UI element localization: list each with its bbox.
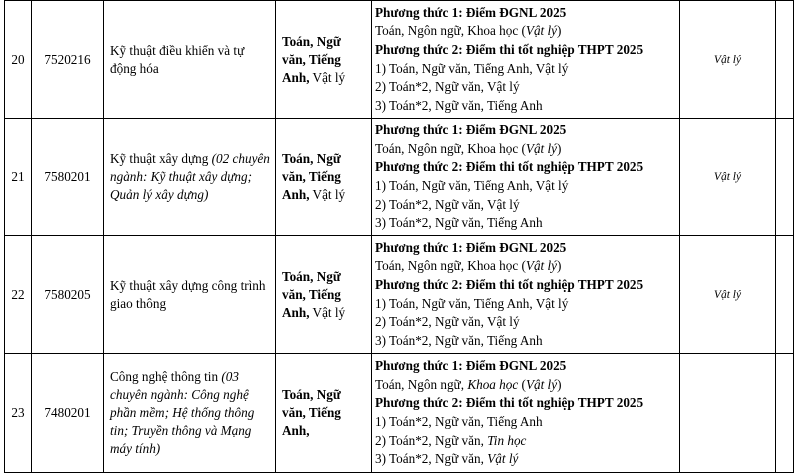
method-2-option-3: 3) Toán*2, Ngữ văn, Vật lý (375, 451, 519, 467)
method-1-title: Phương thức 1: Điểm ĐGNL 2025 (375, 239, 567, 255)
method-2-title: Phương thức 2: Điểm thi tốt nghiệp THPT 2025 (375, 41, 644, 57)
method-1-title: Phương thức 1: Điểm ĐGNL 2025 (375, 122, 567, 138)
method-2-option-1: 1) Toán, Ngữ văn, Tiếng Anh, Vật lý (375, 60, 569, 76)
subjects-normal: Vật lý (309, 187, 346, 202)
method-2-title: Phương thức 2: Điểm thi tốt nghiệp THPT 2025 (375, 159, 644, 175)
subjects-cell (276, 119, 372, 236)
priority-subject: Vật lý (680, 236, 776, 354)
subjects-cell (276, 1, 372, 119)
major-name-cell (104, 1, 276, 119)
method-1-combo: Toán, Ngôn ngữ, Khoa học (Vật lý) (375, 23, 562, 39)
major-name-cell (104, 119, 276, 236)
priority-subject: Vật lý (680, 1, 776, 119)
method-2-option-2: 2) Toán*2, Ngữ văn, Vật lý (375, 196, 520, 212)
row-number: 20 (5, 1, 32, 119)
major-name: Kỹ thuật xây dựng (110, 151, 209, 166)
method-1-combo: Toán, Ngôn ngữ, Khoa học (Vật lý) (375, 376, 562, 392)
extra-cell (776, 236, 794, 354)
method-1-combo: Toán, Ngôn ngữ, Khoa học (Vật lý) (375, 140, 562, 156)
method-2-option-3: 3) Toán*2, Ngữ văn, Tiếng Anh (375, 332, 543, 348)
method-2-option-2: 2) Toán*2, Ngữ văn, Tin học (375, 432, 527, 448)
table-row (5, 119, 794, 236)
method-1-title: Phương thức 1: Điểm ĐGNL 2025 (375, 4, 567, 20)
extra-cell (776, 119, 794, 236)
major-code: 7520216 (32, 1, 104, 119)
admission-table (4, 0, 794, 473)
major-name: Công nghệ thông tin (110, 369, 219, 384)
subjects-normal: Vật lý (309, 69, 346, 85)
major-note: (03 chuyên ngành: Công nghệ phần mềm; Hệ thống thông tin; Truyền thông và Mạng máy tính) (110, 369, 255, 456)
method-2-option-1: 1) Toán*2, Ngữ văn, Tiếng Anh (375, 414, 543, 429)
row-number: 23 (5, 354, 32, 473)
subjects-cell (276, 236, 372, 354)
major-code: 7480201 (32, 354, 104, 473)
method-1-title: Phương thức 1: Điểm ĐGNL 2025 (375, 358, 567, 374)
method-2-option-3: 3) Toán*2, Ngữ văn, Tiếng Anh (375, 215, 543, 231)
priority-subject: Vật lý (680, 119, 776, 236)
method-2-title: Phương thức 2: Điểm thi tốt nghiệp THPT 2025 (375, 395, 644, 411)
extra-cell (776, 354, 794, 473)
row-number: 21 (5, 119, 32, 236)
method-2-option-2: 2) Toán*2, Ngữ văn, Vật lý (375, 79, 520, 95)
methods-cell (372, 1, 680, 119)
major-name: Kỹ thuật xây dựng công trình giao thông (110, 277, 266, 311)
subjects-bold: Toán, Ngữ văn, Tiếng Anh, (282, 151, 341, 202)
extra-cell (776, 1, 794, 119)
subjects-bold: Toán, Ngữ văn, Tiếng Anh, (282, 33, 341, 85)
major-name-cell (104, 236, 276, 354)
major-code: 7580205 (32, 236, 104, 354)
major-note: (02 chuyên ngành: Kỹ thuật xây dựng; Quản lý xây dựng) (110, 151, 270, 202)
row-number: 22 (5, 236, 32, 354)
method-2-option-1: 1) Toán, Ngữ văn, Tiếng Anh, Vật lý (375, 178, 569, 193)
major-name: Kỹ thuật điều khiển và tự động hóa (110, 42, 245, 76)
major-code: 7580201 (32, 119, 104, 236)
priority-subject (680, 354, 776, 473)
table-row (5, 1, 794, 119)
method-2-option-2: 2) Toán*2, Ngữ văn, Vật lý (375, 314, 520, 330)
method-2-option-3: 3) Toán*2, Ngữ văn, Tiếng Anh (375, 97, 543, 113)
table-row (5, 354, 794, 473)
subjects-bold: Toán, Ngữ văn, Tiếng Anh, (282, 268, 341, 320)
method-2-title: Phương thức 2: Điểm thi tốt nghiệp THPT 2025 (375, 276, 644, 292)
table-row (5, 236, 794, 354)
methods-cell (372, 119, 680, 236)
subjects-cell (276, 354, 372, 473)
major-name-cell (104, 354, 276, 473)
subjects-bold: Toán, Ngữ văn, Tiếng Anh, (282, 387, 341, 438)
methods-cell (372, 236, 680, 354)
methods-cell (372, 354, 680, 473)
method-2-option-1: 1) Toán, Ngữ văn, Tiếng Anh, Vật lý (375, 295, 569, 311)
subjects-normal: Vật lý (309, 304, 346, 320)
method-1-combo: Toán, Ngôn ngữ, Khoa học (Vật lý) (375, 258, 562, 274)
